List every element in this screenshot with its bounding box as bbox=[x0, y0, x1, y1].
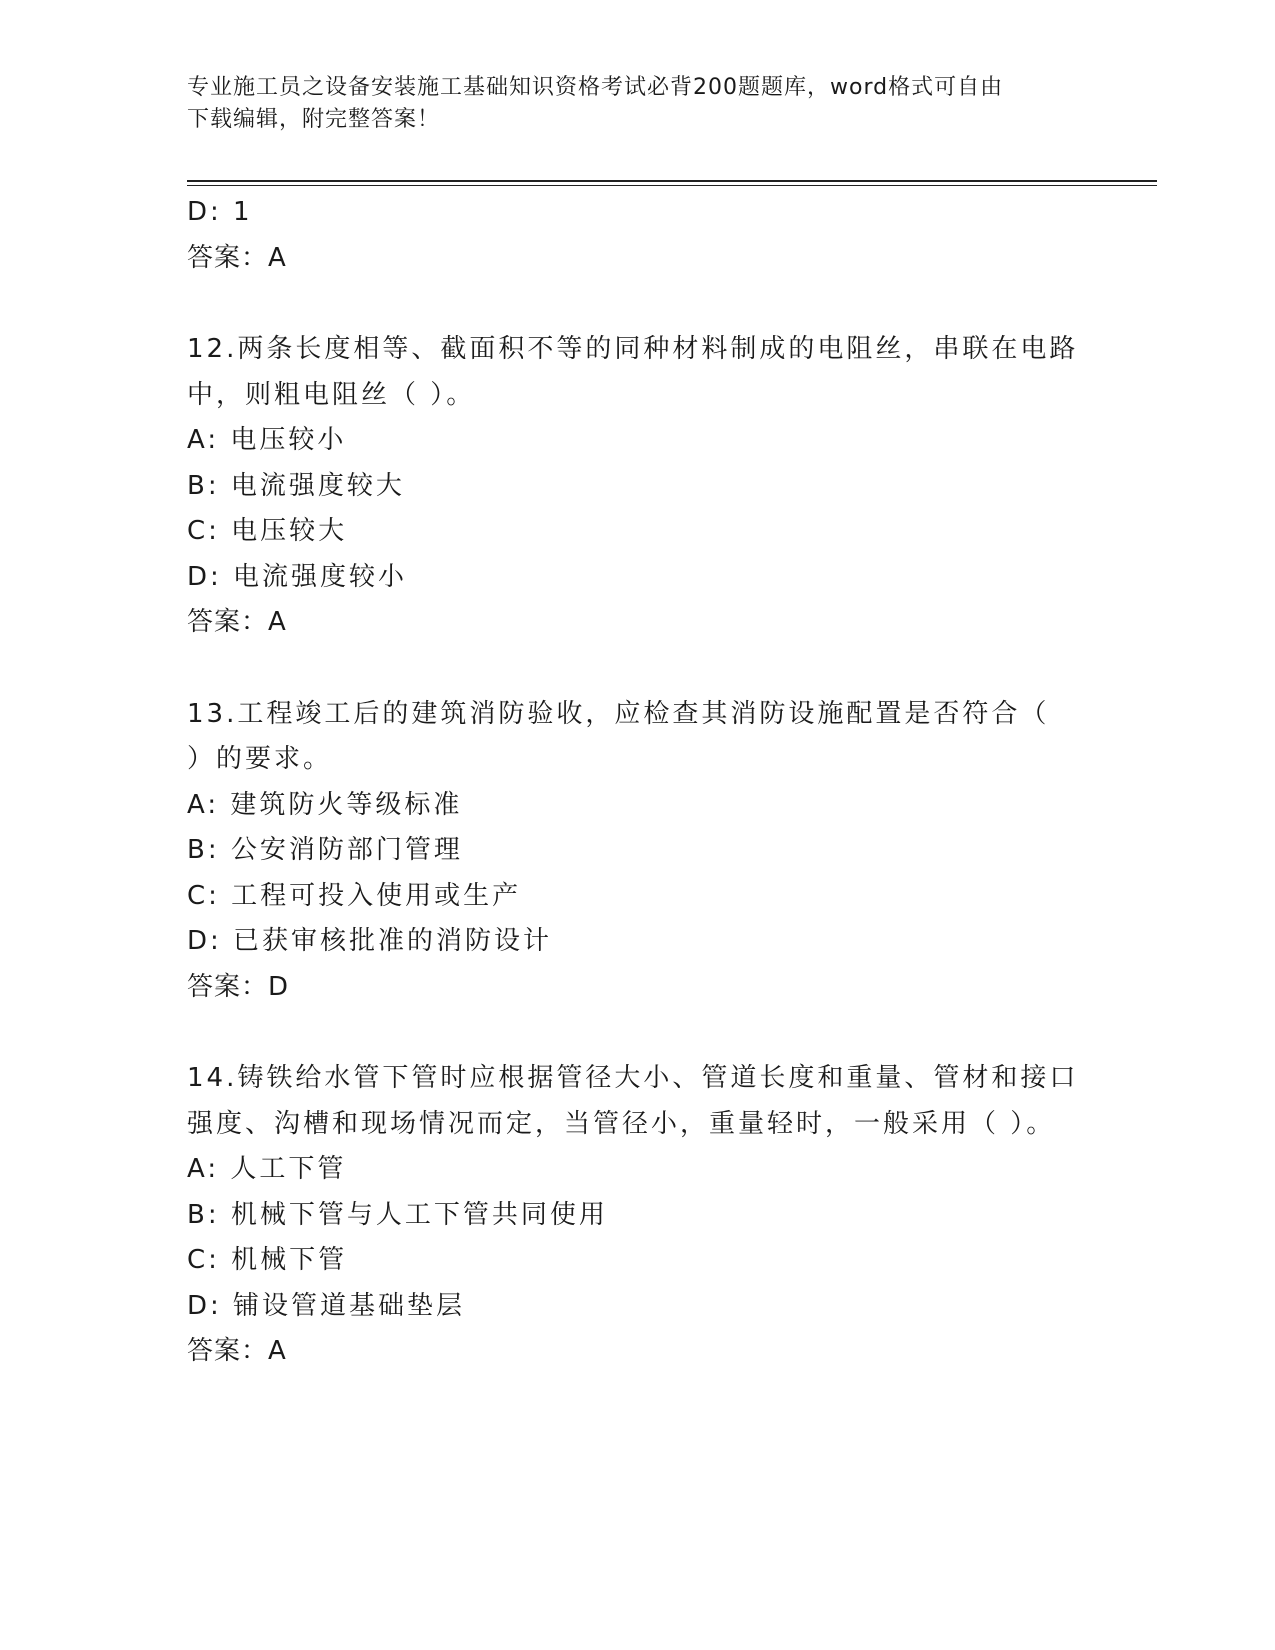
document-header bbox=[187, 72, 1067, 136]
header-divider-thick bbox=[187, 180, 1157, 182]
option-b: B: 公安消防部门管理 bbox=[187, 835, 463, 865]
option-a: A: 人工下管 bbox=[187, 1154, 347, 1184]
option-b: B: 机械下管与人工下管共同使用 bbox=[187, 1199, 608, 1230]
option-d: D: 1 bbox=[187, 197, 253, 227]
option-d: D: 电流强度较小 bbox=[187, 561, 408, 592]
answer-line: 答案：A bbox=[187, 242, 287, 273]
question-text-line-1: 13.工程竣工后的建筑消防验收，应检查其消防设施配置是否符合（ bbox=[187, 698, 1050, 729]
question-text-line-2: 中，则粗电阻丝（ ）。 bbox=[187, 379, 476, 410]
question-14 bbox=[187, 1056, 1087, 1375]
option-a: A: 电压较小 bbox=[187, 425, 347, 455]
question-13 bbox=[187, 692, 1087, 1011]
question-list bbox=[187, 190, 1087, 1375]
spacer bbox=[187, 1010, 1087, 1056]
question-text-line-2: 强度、沟槽和现场情况而定，当管径小，重量轻时，一般采用（ ）。 bbox=[187, 1108, 1056, 1139]
header-title-line-1: 专业施工员之设备安装施工基础知识资格考试必背200题题库，word格式可自由 bbox=[187, 75, 1004, 100]
option-c: C: 电压较大 bbox=[187, 516, 348, 546]
header-title-line-2: 下载编辑，附完整答案！ bbox=[187, 107, 441, 132]
header-divider-thin bbox=[187, 185, 1157, 186]
option-d: D: 已获审核批准的消防设计 bbox=[187, 926, 553, 956]
answer-line: 答案：A bbox=[187, 1336, 287, 1366]
spacer bbox=[187, 646, 1087, 692]
question-12 bbox=[187, 327, 1087, 646]
option-c: C: 工程可投入使用或生产 bbox=[187, 880, 522, 911]
spacer bbox=[187, 281, 1087, 327]
answer-line: 答案：A bbox=[187, 607, 287, 637]
question-text-line-1: 14.铸铁给水管下管时应根据管径大小、管道长度和重量、管材和接口 bbox=[187, 1063, 1079, 1093]
question-text-line-1: 12.两条长度相等、截面积不等的同种材料制成的电阻丝，串联在电路 bbox=[187, 334, 1079, 364]
option-a: A: 建筑防火等级标准 bbox=[187, 789, 463, 820]
option-d: D: 铺设管道基础垫层 bbox=[187, 1290, 466, 1321]
option-b: B: 电流强度较大 bbox=[187, 470, 405, 501]
answer-line: 答案：D bbox=[187, 971, 290, 1002]
option-c: C: 机械下管 bbox=[187, 1245, 348, 1275]
question-text-line-2: ）的要求。 bbox=[187, 744, 333, 774]
previous-question-tail bbox=[187, 190, 1087, 281]
